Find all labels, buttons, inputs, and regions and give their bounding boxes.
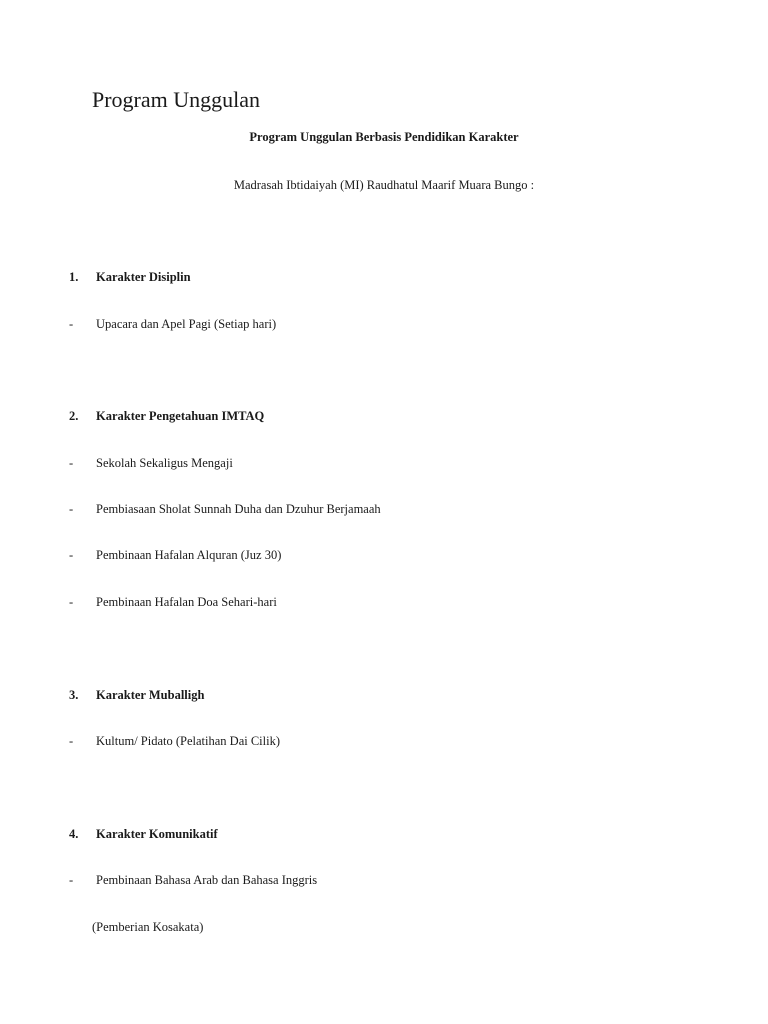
list-item-text: Pembinaan Hafalan Alquran (Juz 30) [96, 548, 282, 562]
section-heading-disiplin [0, 268, 768, 286]
bullet-dash: - [69, 548, 74, 562]
list-item-text: Pembiasaan Sholat Sunnah Duha dan Dzuhur Berjamaah [96, 502, 381, 516]
list-item [0, 454, 768, 472]
bullet-dash: - [69, 734, 74, 748]
section-number: 4. [69, 827, 79, 841]
list-item-text: Upacara dan Apel Pagi (Setiap hari) [96, 317, 277, 331]
list-item [0, 871, 768, 889]
section-title: Karakter Disiplin [96, 270, 191, 284]
bullet-dash: - [69, 502, 74, 516]
list-item-note [0, 918, 768, 936]
section-title: Karakter Komunikatif [96, 827, 218, 841]
list-item [0, 546, 768, 564]
section-number: 3. [69, 688, 79, 702]
note-text: (Pemberian Kosakata) [92, 920, 204, 934]
section-heading-muballigh [0, 686, 768, 704]
list-item-text: Sekolah Sekaligus Mengaji [96, 456, 233, 470]
list-item [0, 732, 768, 750]
list-item [0, 315, 768, 333]
bullet-dash: - [69, 317, 74, 331]
section-number: 2. [69, 409, 79, 423]
section-title: Karakter Pengetahuan IMTAQ [96, 409, 265, 423]
page-title: Program Unggulan [92, 87, 261, 112]
section-heading-imtaq [0, 407, 768, 425]
list-item-text: Kultum/ Pidato (Pelatihan Dai Cilik) [96, 734, 281, 748]
section-number: 1. [69, 270, 79, 284]
list-item-text: Pembinaan Bahasa Arab dan Bahasa Inggris [96, 873, 318, 887]
list-item-text: Pembinaan Hafalan Doa Sehari-hari [96, 595, 277, 609]
bullet-dash: - [69, 595, 74, 609]
bullet-dash: - [69, 456, 74, 470]
list-item [0, 593, 768, 611]
list-item [0, 500, 768, 518]
section-title: Karakter Muballigh [96, 688, 205, 702]
bullet-dash: - [69, 873, 74, 887]
document-intro: Madrasah Ibtidaiyah (MI) Raudhatul Maarif Muara Bungo : [233, 178, 535, 192]
section-heading-komunikatif [0, 825, 768, 843]
document-subtitle: Program Unggulan Berbasis Pendidikan Karakter [249, 130, 519, 144]
